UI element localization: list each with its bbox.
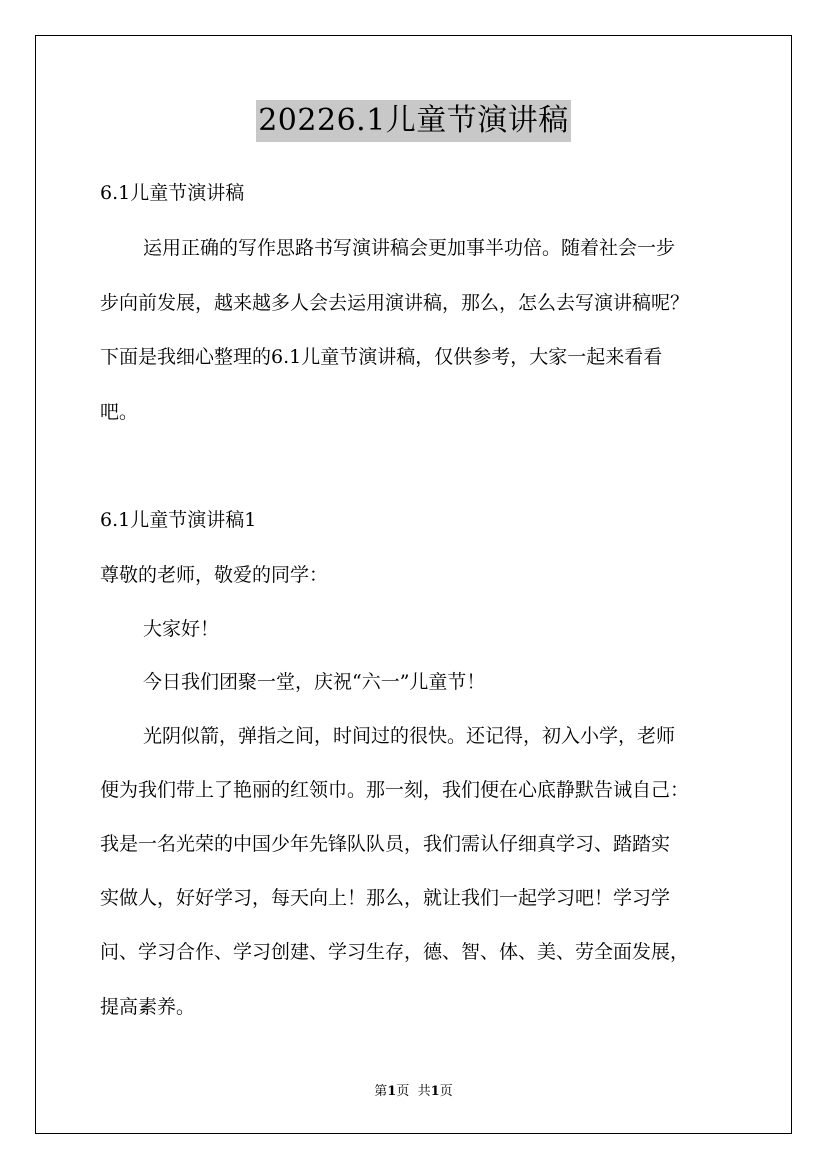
page-suffix: 页 [396,1084,410,1099]
salutation: 尊敬的老师，敬爱的同学： [100,564,329,586]
paragraph-line: 光阴似箭，弹指之间，时间过的很快。还记得，初入小学，老师 [143,725,676,747]
total-prefix: 共 [417,1084,431,1099]
greeting: 大家好！ [143,618,220,640]
total-number: 1 [430,1084,440,1099]
page-footer [0,1083,827,1101]
section-heading: 6.1儿童节演讲稿 [100,182,245,204]
paragraph-line: 实做人，好好学习，每天向上！那么，就让我们一起学习吧！学习学 [100,887,671,909]
paragraph-line: 便为我们带上了艳丽的红领巾。那一刻，我们便在心底静默告诫自己： [100,779,690,801]
total-suffix: 页 [439,1084,453,1099]
title-container [0,100,827,142]
page-number: 1 [387,1084,397,1099]
paragraph-line: 提高素养。 [100,996,196,1018]
paragraph-line: 我是一名光荣的中国少年先锋队队员，我们需认仔细真学习、踏踏实 [100,833,671,855]
paragraph-line: 步向前发展，越来越多人会去运用演讲稿，那么，怎么去写演讲稿呢？ [100,292,690,314]
document-title: 20226.1儿童节演讲稿 [256,100,571,142]
paragraph-line: 运用正确的写作思路书写演讲稿会更加事半功倍。随着社会一步 [143,237,676,259]
paragraph-line: 下面是我细心整理的6.1儿童节演讲稿，仅供参考，大家一起来看看 [100,346,663,368]
section-heading: 6.1儿童节演讲稿1 [100,509,257,531]
paragraph-line: 吧。 [100,401,139,423]
paragraph-line: 今日我们团聚一堂，庆祝“六一”儿童节！ [143,671,486,693]
paragraph-line: 问、学习合作、学习创建、学习生存，德、智、体、美、劳全面发展， [100,941,690,963]
page-prefix: 第 [374,1084,388,1099]
